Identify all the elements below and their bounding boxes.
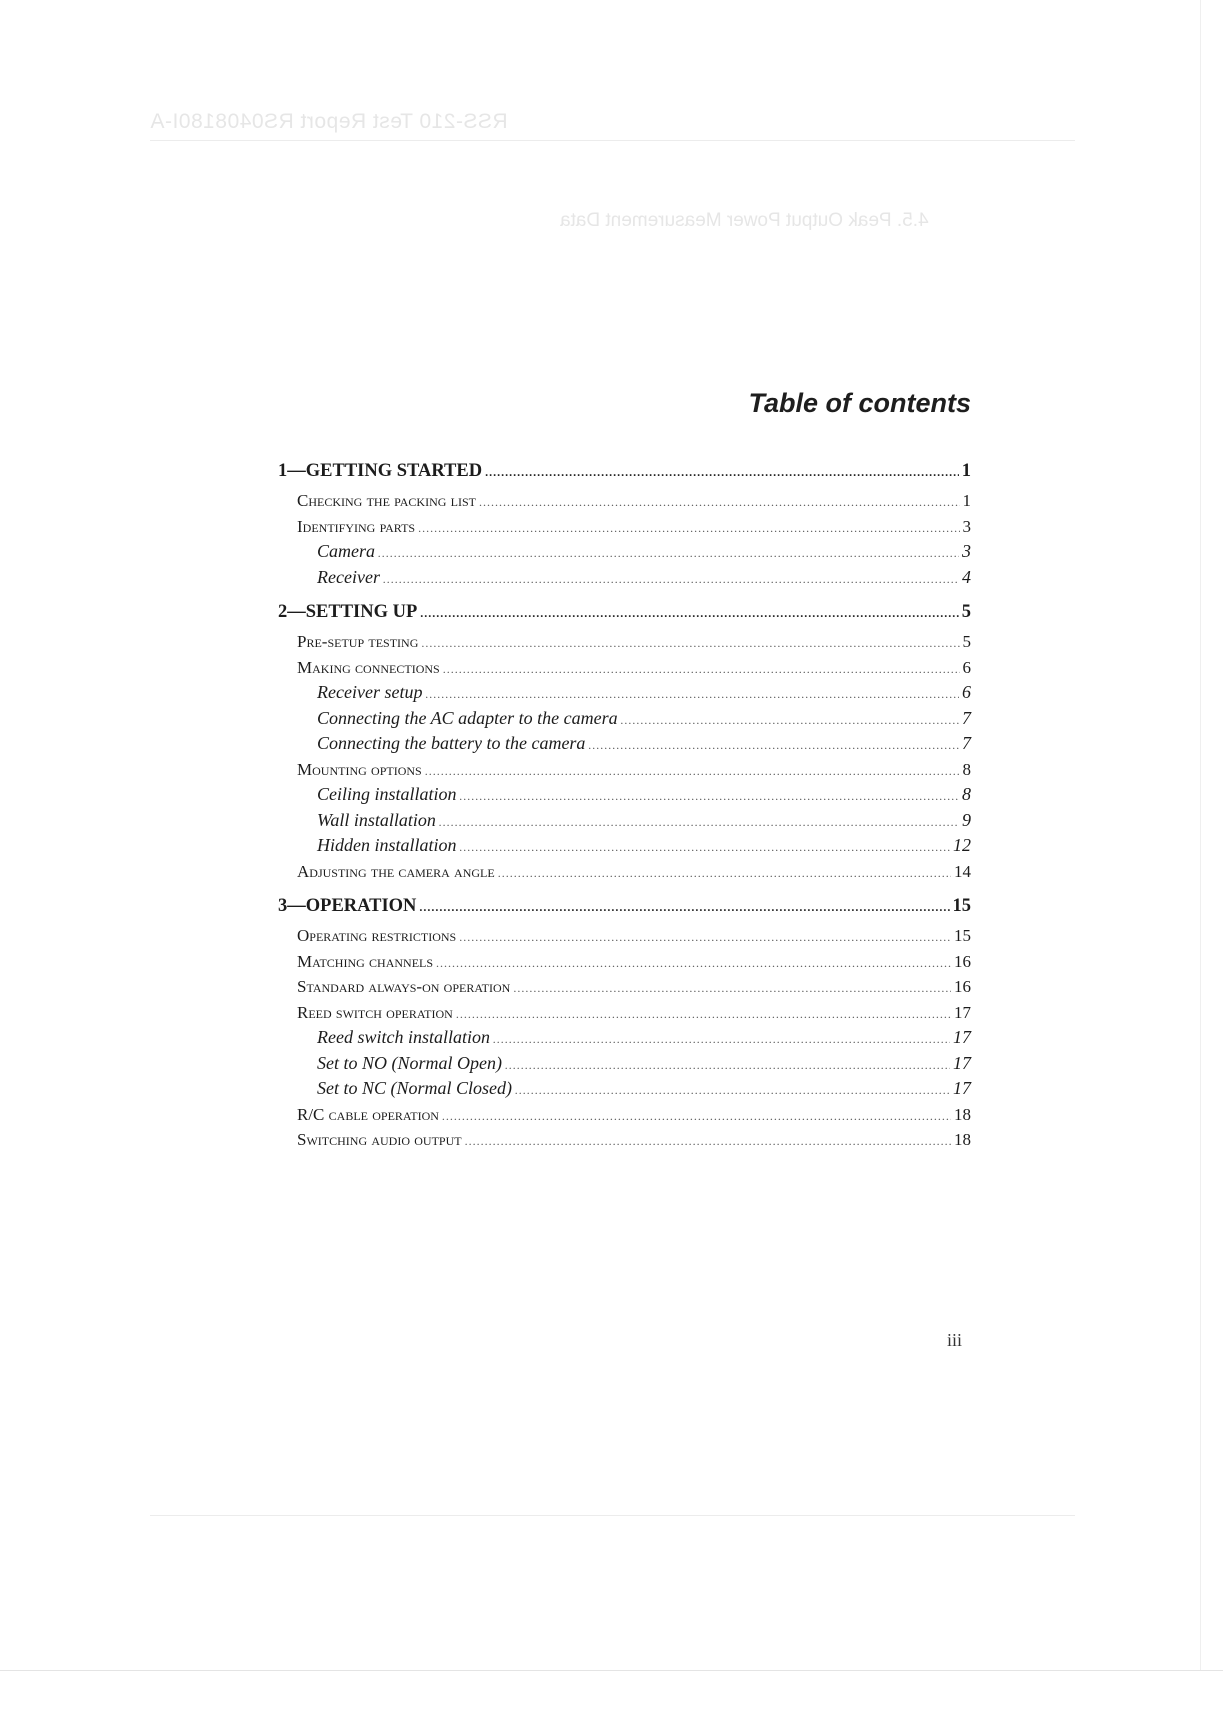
dot-leader [498, 861, 951, 887]
toc-entry-section[interactable] [278, 757, 971, 783]
toc-entry-label: Receiver setup [317, 682, 423, 702]
dot-leader [459, 925, 951, 951]
toc-entry-section[interactable] [278, 949, 971, 975]
dot-leader [460, 784, 959, 810]
toc-entry-label: Hidden installation [317, 835, 457, 855]
toc-entry-label: Matching channels [297, 951, 434, 971]
toc-entry-page: 16 [954, 977, 971, 996]
dot-leader [418, 516, 959, 542]
toc-entry-label: R/C cable operation [297, 1104, 439, 1124]
toc-entry-page: 7 [962, 707, 971, 728]
toc-entry-label: Connecting the battery to the camera [317, 733, 586, 753]
toc-entry-sub[interactable] [278, 833, 971, 859]
toc-entry-chapter[interactable] [278, 596, 971, 629]
toc-entry-label: Checking the packing list [297, 491, 476, 510]
bleed-through-header: RSS-210 Test Report RS0408180I-A [150, 110, 508, 133]
toc-entry-label: 3—OPERATION [278, 896, 417, 916]
toc-entry-label: Ceiling installation [317, 784, 457, 804]
toc-entry-label: Pre-setup testing [297, 632, 419, 651]
toc-entry-sub[interactable] [278, 782, 971, 808]
dot-leader [378, 541, 959, 567]
toc-entry-page: 1 [961, 461, 971, 481]
toc-entry-sub[interactable] [278, 706, 971, 732]
toc-entry-page: 12 [953, 835, 971, 855]
toc-entry-page: 14 [954, 861, 971, 881]
toc-entry-page: 3 [962, 516, 971, 536]
dot-leader [515, 1078, 950, 1104]
toc-entry-sub[interactable] [278, 565, 971, 591]
toc-entry-page: 16 [954, 951, 971, 971]
toc-entry-label: Standard always-on operation [297, 977, 511, 996]
toc-entry-page: 5 [962, 632, 971, 651]
dot-leader [485, 456, 959, 489]
dot-leader [425, 682, 959, 708]
dot-leader [421, 631, 959, 657]
toc-entry-section[interactable] [278, 1000, 971, 1026]
toc-entry-label: Connecting the AC adapter to the camera [317, 707, 618, 728]
toc-entry-section[interactable] [278, 1102, 971, 1128]
toc-entry-label: Switching audio output [297, 1130, 462, 1149]
bleed-through-heading: 4.5. Peak Output Power Measurement Data [560, 210, 929, 231]
dot-leader [443, 657, 960, 683]
toc-entry-section[interactable] [278, 923, 971, 949]
toc-entry-section[interactable] [278, 859, 971, 885]
scan-edge-right [1200, 0, 1201, 1670]
toc-entry-page: 15 [952, 896, 971, 916]
toc-entry-sub[interactable] [278, 680, 971, 706]
toc-entry-section[interactable] [278, 629, 971, 655]
toc-entry-section[interactable] [278, 974, 971, 1000]
toc-entry-section[interactable] [278, 514, 971, 540]
toc-entry-page: 15 [954, 926, 971, 945]
toc-entry-page: 17 [954, 1002, 971, 1022]
dot-leader [456, 1002, 951, 1028]
toc-entry-page: 17 [953, 1078, 971, 1098]
dot-leader [465, 1129, 951, 1155]
toc-entry-page: 3 [962, 541, 971, 561]
scan-edge-bottom [0, 1670, 1223, 1671]
toc-entry-label: Mounting options [297, 759, 422, 779]
toc-entry-section[interactable] [278, 488, 971, 514]
toc-entry-label: Reed switch installation [317, 1027, 490, 1047]
toc-entry-sub[interactable] [278, 731, 971, 757]
toc-entry-section[interactable] [278, 655, 971, 681]
toc-entry-page: 8 [962, 759, 971, 779]
toc-entry-chapter[interactable] [278, 455, 971, 488]
toc-entry-label: Adjusting the camera angle [297, 861, 495, 881]
dot-leader [513, 976, 951, 1002]
toc-entry-label: Set to NC (Normal Closed) [317, 1078, 513, 1098]
dot-leader [588, 733, 959, 759]
dot-leader [505, 1053, 950, 1079]
toc-entry-page: 17 [953, 1052, 971, 1073]
page-title: Table of contents [748, 388, 971, 418]
toc-entry-page: 1 [962, 491, 971, 510]
toc-entry-label: Identifying parts [297, 516, 416, 536]
dot-leader [442, 1104, 951, 1130]
dot-leader [383, 567, 959, 593]
toc-entry-sub[interactable] [278, 1076, 971, 1102]
toc-entry-page: 5 [961, 602, 971, 622]
page-number: iii [947, 1330, 963, 1350]
toc-entry-sub[interactable] [278, 1025, 971, 1051]
toc-entry-page: 6 [962, 657, 971, 677]
toc-entry-label: Camera [317, 541, 375, 561]
bleed-through-rule [150, 140, 1075, 141]
dot-leader [621, 708, 959, 734]
toc-entry-label: Wall installation [317, 809, 436, 830]
dot-leader [479, 490, 960, 516]
dot-leader [493, 1027, 950, 1053]
dot-leader [436, 951, 951, 977]
toc-entry-page: 18 [954, 1130, 971, 1149]
dot-leader [439, 810, 959, 836]
table-of-contents [278, 455, 971, 1153]
bleed-through-footer-rule [150, 1515, 1075, 1516]
toc-entry-page: 9 [962, 809, 971, 830]
toc-entry-sub[interactable] [278, 808, 971, 834]
toc-entry-sub[interactable] [278, 539, 971, 565]
toc-entry-page: 17 [953, 1027, 971, 1047]
dot-leader [420, 597, 958, 630]
toc-entry-label: Receiver [317, 566, 380, 587]
toc-entry-label: 2—SETTING UP [278, 602, 418, 622]
toc-entry-label: Set to NO (Normal Open) [317, 1052, 502, 1073]
toc-entry-label: Reed switch operation [297, 1002, 453, 1022]
toc-entry-section[interactable] [278, 1127, 971, 1153]
toc-entry-page: 18 [954, 1104, 971, 1124]
toc-entry-page: 6 [962, 682, 971, 702]
dot-leader [425, 759, 960, 785]
dot-leader [460, 835, 951, 861]
toc-entry-chapter[interactable] [278, 890, 971, 923]
toc-entry-page: 8 [962, 784, 971, 804]
toc-entry-label: Making connections [297, 657, 440, 677]
dot-leader [419, 891, 949, 924]
toc-entry-label: Operating restrictions [297, 926, 457, 945]
toc-entry-sub[interactable] [278, 1051, 971, 1077]
toc-entry-label: 1—GETTING STARTED [278, 461, 483, 481]
toc-entry-page: 7 [962, 733, 971, 753]
toc-entry-page: 4 [962, 566, 971, 587]
